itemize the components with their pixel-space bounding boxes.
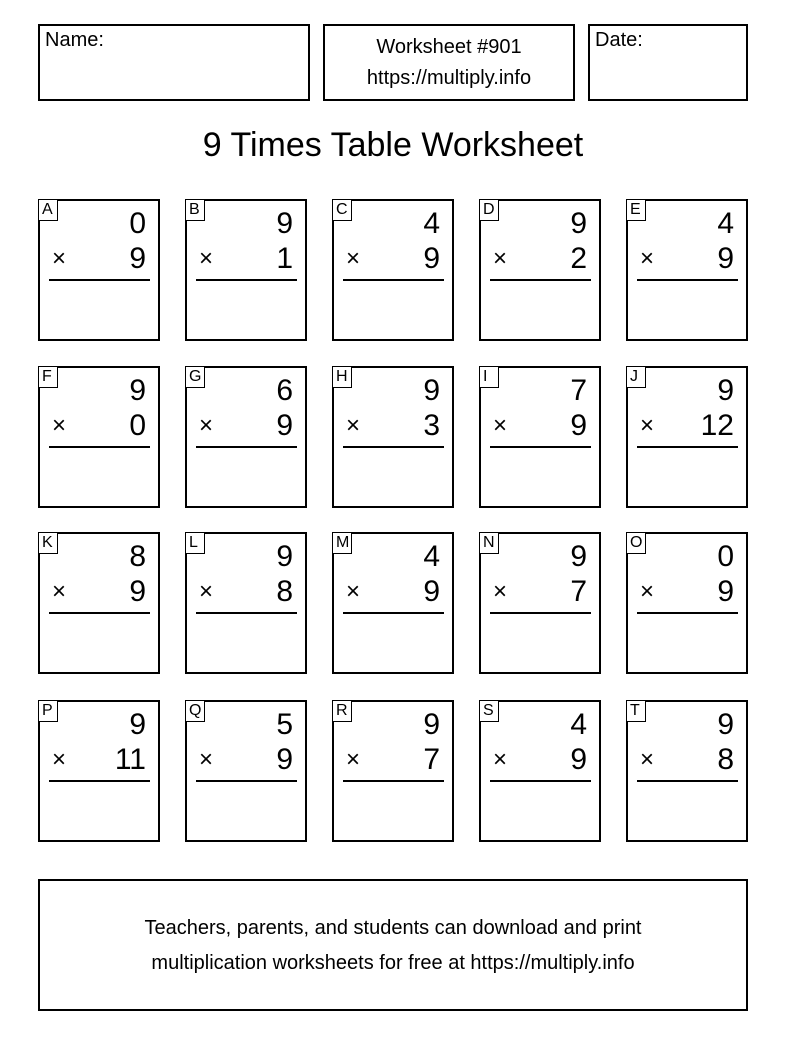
answer-line [490, 279, 591, 281]
multiplier: 0 [129, 409, 146, 442]
answer-line [196, 780, 297, 782]
times-sign: × [640, 578, 655, 605]
answer-line [343, 446, 444, 448]
times-sign: × [52, 245, 67, 272]
multiplier: 9 [717, 575, 734, 608]
multiplicand: 9 [570, 540, 587, 573]
problem-card[interactable] [332, 199, 454, 341]
multiplier: 9 [129, 575, 146, 608]
times-sign: × [346, 245, 361, 272]
multiplier: 8 [276, 575, 293, 608]
multiplier: 11 [114, 743, 146, 776]
answer-line [637, 279, 738, 281]
multiplicand: 8 [129, 540, 146, 573]
answer-line [343, 780, 444, 782]
problem-letter: L [185, 532, 205, 554]
multiplier: 9 [570, 743, 587, 776]
problem-card[interactable] [626, 199, 748, 341]
problem-letter: K [38, 532, 58, 554]
problem-card[interactable] [185, 366, 307, 508]
answer-line [196, 446, 297, 448]
multiplicand: 6 [276, 374, 293, 407]
multiplicand: 0 [717, 540, 734, 573]
multiplicand: 4 [717, 207, 734, 240]
problem-letter: D [479, 199, 499, 221]
website-url: https://multiply.info [366, 67, 532, 89]
worksheet-number: Worksheet #901 [376, 36, 522, 58]
problem-card[interactable] [479, 532, 601, 674]
times-sign: × [52, 578, 67, 605]
footer-line-1: Teachers, parents, and students can download and print [144, 917, 642, 939]
problem-card[interactable] [38, 199, 160, 341]
multiplier: 9 [423, 575, 440, 608]
times-sign: × [493, 746, 508, 773]
problem-card[interactable] [185, 700, 307, 842]
multiplicand: 9 [276, 540, 293, 573]
times-sign: × [199, 578, 214, 605]
problem-letter: J [626, 366, 646, 388]
problem-letter: A [38, 199, 58, 221]
times-sign: × [346, 746, 361, 773]
multiplicand: 9 [129, 374, 146, 407]
multiplicand: 9 [717, 708, 734, 741]
problem-card[interactable] [38, 366, 160, 508]
times-sign: × [199, 412, 214, 439]
answer-line [196, 612, 297, 614]
times-sign: × [52, 746, 67, 773]
multiplier: 7 [570, 575, 587, 608]
multiplier: 3 [423, 409, 440, 442]
multiplicand: 9 [129, 708, 146, 741]
multiplicand: 9 [276, 207, 293, 240]
problem-letter: G [185, 366, 205, 388]
multiplier: 9 [717, 242, 734, 275]
answer-line [490, 612, 591, 614]
times-sign: × [493, 412, 508, 439]
problem-card[interactable] [332, 700, 454, 842]
answer-line [637, 780, 738, 782]
times-sign: × [493, 578, 508, 605]
times-sign: × [346, 412, 361, 439]
problem-letter: E [626, 199, 646, 221]
multiplier: 9 [129, 242, 146, 275]
times-sign: × [199, 245, 214, 272]
multiplicand: 4 [423, 207, 440, 240]
problem-letter: I [479, 366, 499, 388]
problem-letter: M [332, 532, 352, 554]
multiplier: 7 [423, 743, 440, 776]
answer-line [49, 446, 150, 448]
problem-card[interactable] [479, 366, 601, 508]
date-label: Date: [595, 29, 643, 51]
date-field-box[interactable] [588, 24, 748, 101]
problem-letter: P [38, 700, 58, 722]
problem-letter: F [38, 366, 58, 388]
times-sign: × [493, 245, 508, 272]
times-sign: × [640, 245, 655, 272]
problem-letter: O [626, 532, 646, 554]
problem-card[interactable] [479, 199, 601, 341]
problem-card[interactable] [185, 199, 307, 341]
problem-card[interactable] [38, 532, 160, 674]
answer-line [49, 612, 150, 614]
problem-card[interactable] [626, 366, 748, 508]
multiplicand: 9 [423, 708, 440, 741]
answer-line [343, 279, 444, 281]
multiplier: 9 [570, 409, 587, 442]
problem-letter: B [185, 199, 205, 221]
problem-card[interactable] [185, 532, 307, 674]
times-sign: × [346, 578, 361, 605]
multiplier: 9 [423, 242, 440, 275]
page-title: 9 Times Table Worksheet [202, 126, 584, 164]
multiplicand: 0 [129, 207, 146, 240]
multiplier: 12 [700, 409, 734, 442]
answer-line [637, 446, 738, 448]
problem-card[interactable] [626, 532, 748, 674]
problem-card[interactable] [479, 700, 601, 842]
problem-letter: T [626, 700, 646, 722]
answer-line [490, 780, 591, 782]
answer-line [196, 279, 297, 281]
problem-letter: R [332, 700, 352, 722]
multiplicand: 5 [276, 708, 293, 741]
multiplier: 9 [276, 743, 293, 776]
multiplicand: 7 [570, 374, 587, 407]
multiplier: 2 [570, 242, 587, 275]
problem-letter: C [332, 199, 352, 221]
times-sign: × [199, 746, 214, 773]
times-sign: × [640, 746, 655, 773]
multiplicand: 4 [570, 708, 587, 741]
multiplier: 1 [276, 242, 293, 275]
name-label: Name: [45, 29, 104, 51]
problem-letter: S [479, 700, 499, 722]
answer-line [343, 612, 444, 614]
multiplicand: 9 [423, 374, 440, 407]
problem-letter: Q [185, 700, 205, 722]
footer-box [38, 879, 748, 1011]
multiplicand: 9 [570, 207, 587, 240]
multiplicand: 4 [423, 540, 440, 573]
answer-line [49, 279, 150, 281]
problem-letter: H [332, 366, 352, 388]
problem-card[interactable] [38, 700, 160, 842]
answer-line [490, 446, 591, 448]
footer-line-2: multiplication worksheets for free at https://multiply.info [151, 952, 635, 974]
answer-line [49, 780, 150, 782]
multiplier: 9 [276, 409, 293, 442]
problem-card[interactable] [626, 700, 748, 842]
times-sign: × [52, 412, 67, 439]
problem-card[interactable] [332, 532, 454, 674]
multiplicand: 9 [717, 374, 734, 407]
multiplier: 8 [717, 743, 734, 776]
times-sign: × [640, 412, 655, 439]
name-field-box[interactable] [38, 24, 310, 101]
worksheet-info-box [323, 24, 575, 101]
problem-letter: N [479, 532, 499, 554]
answer-line [637, 612, 738, 614]
problem-card[interactable] [332, 366, 454, 508]
